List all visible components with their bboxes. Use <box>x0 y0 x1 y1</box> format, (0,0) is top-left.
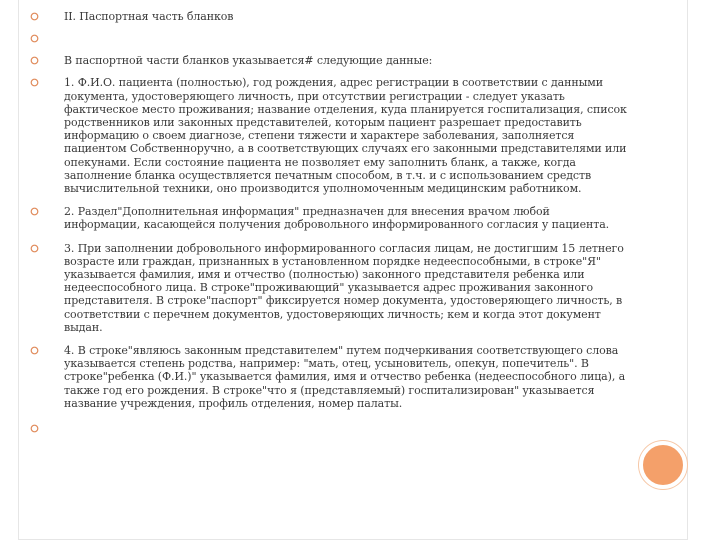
list-item <box>28 76 628 195</box>
circle-bullet-icon <box>30 78 39 87</box>
circle-bullet-icon <box>30 424 39 433</box>
paragraph-text: 1. Ф.И.О. пациента (полностью), год рождения, адрес регистрации в соответствии с данными документа, удостоверяющего личность, при отсутствии регистрации - следует указать фактическое место проживания; название отделения, куда планируется госпитализация, список родственников или законных представителей, которым пациент разрешает предоставить информацию о своем диагнозе, степени тяжести и характере заболевания, заполняется пациентом Собственноручно, а в соответствующих случаях его законными представителями или опекунами. Если состояние пациента не позволяет ему заполнить бланк, а также, когда заполнение бланка осуществляется печатным способом, в т.ч. и с использованием средств вычислительной техники, оно производится уполномоченным медицинским работником. <box>64 76 627 196</box>
circle-bullet-icon <box>30 244 39 253</box>
paragraph-text: 4. В строке"являюсь законным представителем" путем подчеркивания соответствующего слова указывается степень родства, например: "мать, отец, усыновитель, опекун, попечитель". В строке"ребенка (Ф.И.)" указывается фамилия, имя и отчество ребенка (недееспособного лица), а также год его рождения. В строке"что я (представляемый) госпитализирован" указывается название учреждения, профиль отделения, номер палаты. <box>64 344 626 410</box>
circle-bullet-icon <box>30 346 39 355</box>
bullet-list <box>28 10 628 435</box>
circle-bullet-icon <box>30 12 39 21</box>
paragraph-text: 2. Раздел"Дополнительная информация" предназначен для внесения врачом любой информации, касающейся получения добровольного информированного согласия у пациента. <box>64 205 610 232</box>
circle-bullet-icon <box>30 56 39 65</box>
paragraph-text: В паспортной части бланков указывается# следующие данные: <box>64 54 433 68</box>
list-item <box>28 242 628 334</box>
paragraph-text: 3. При заполнении добровольного информированного согласия лицам, не достигшим 15 летнего возрасте или граждан, признанных в установленном порядке недееспособными, в строке"Я" указывается фамилия, имя и отчество (полностью) законного представителя ребенка или недееспособного лица. В строке"проживающий" указывается адрес проживания законного представителя. В строке"паспорт" фиксируется номер документа, удостоверяющего личность, в соответствии с перечнем документов, удостоверяющих личность; кем и когда этот документ выдан. <box>64 241 624 334</box>
section-heading: II. Паспортная часть бланков <box>64 10 234 23</box>
list-item <box>28 32 628 45</box>
list-item <box>28 205 628 231</box>
list-item <box>28 422 628 435</box>
list-item <box>28 54 628 67</box>
circle-bullet-icon <box>30 34 39 43</box>
list-item <box>28 10 628 23</box>
circle-bullet-icon <box>30 207 39 216</box>
decorative-circle <box>639 441 687 489</box>
list-item <box>28 344 628 410</box>
